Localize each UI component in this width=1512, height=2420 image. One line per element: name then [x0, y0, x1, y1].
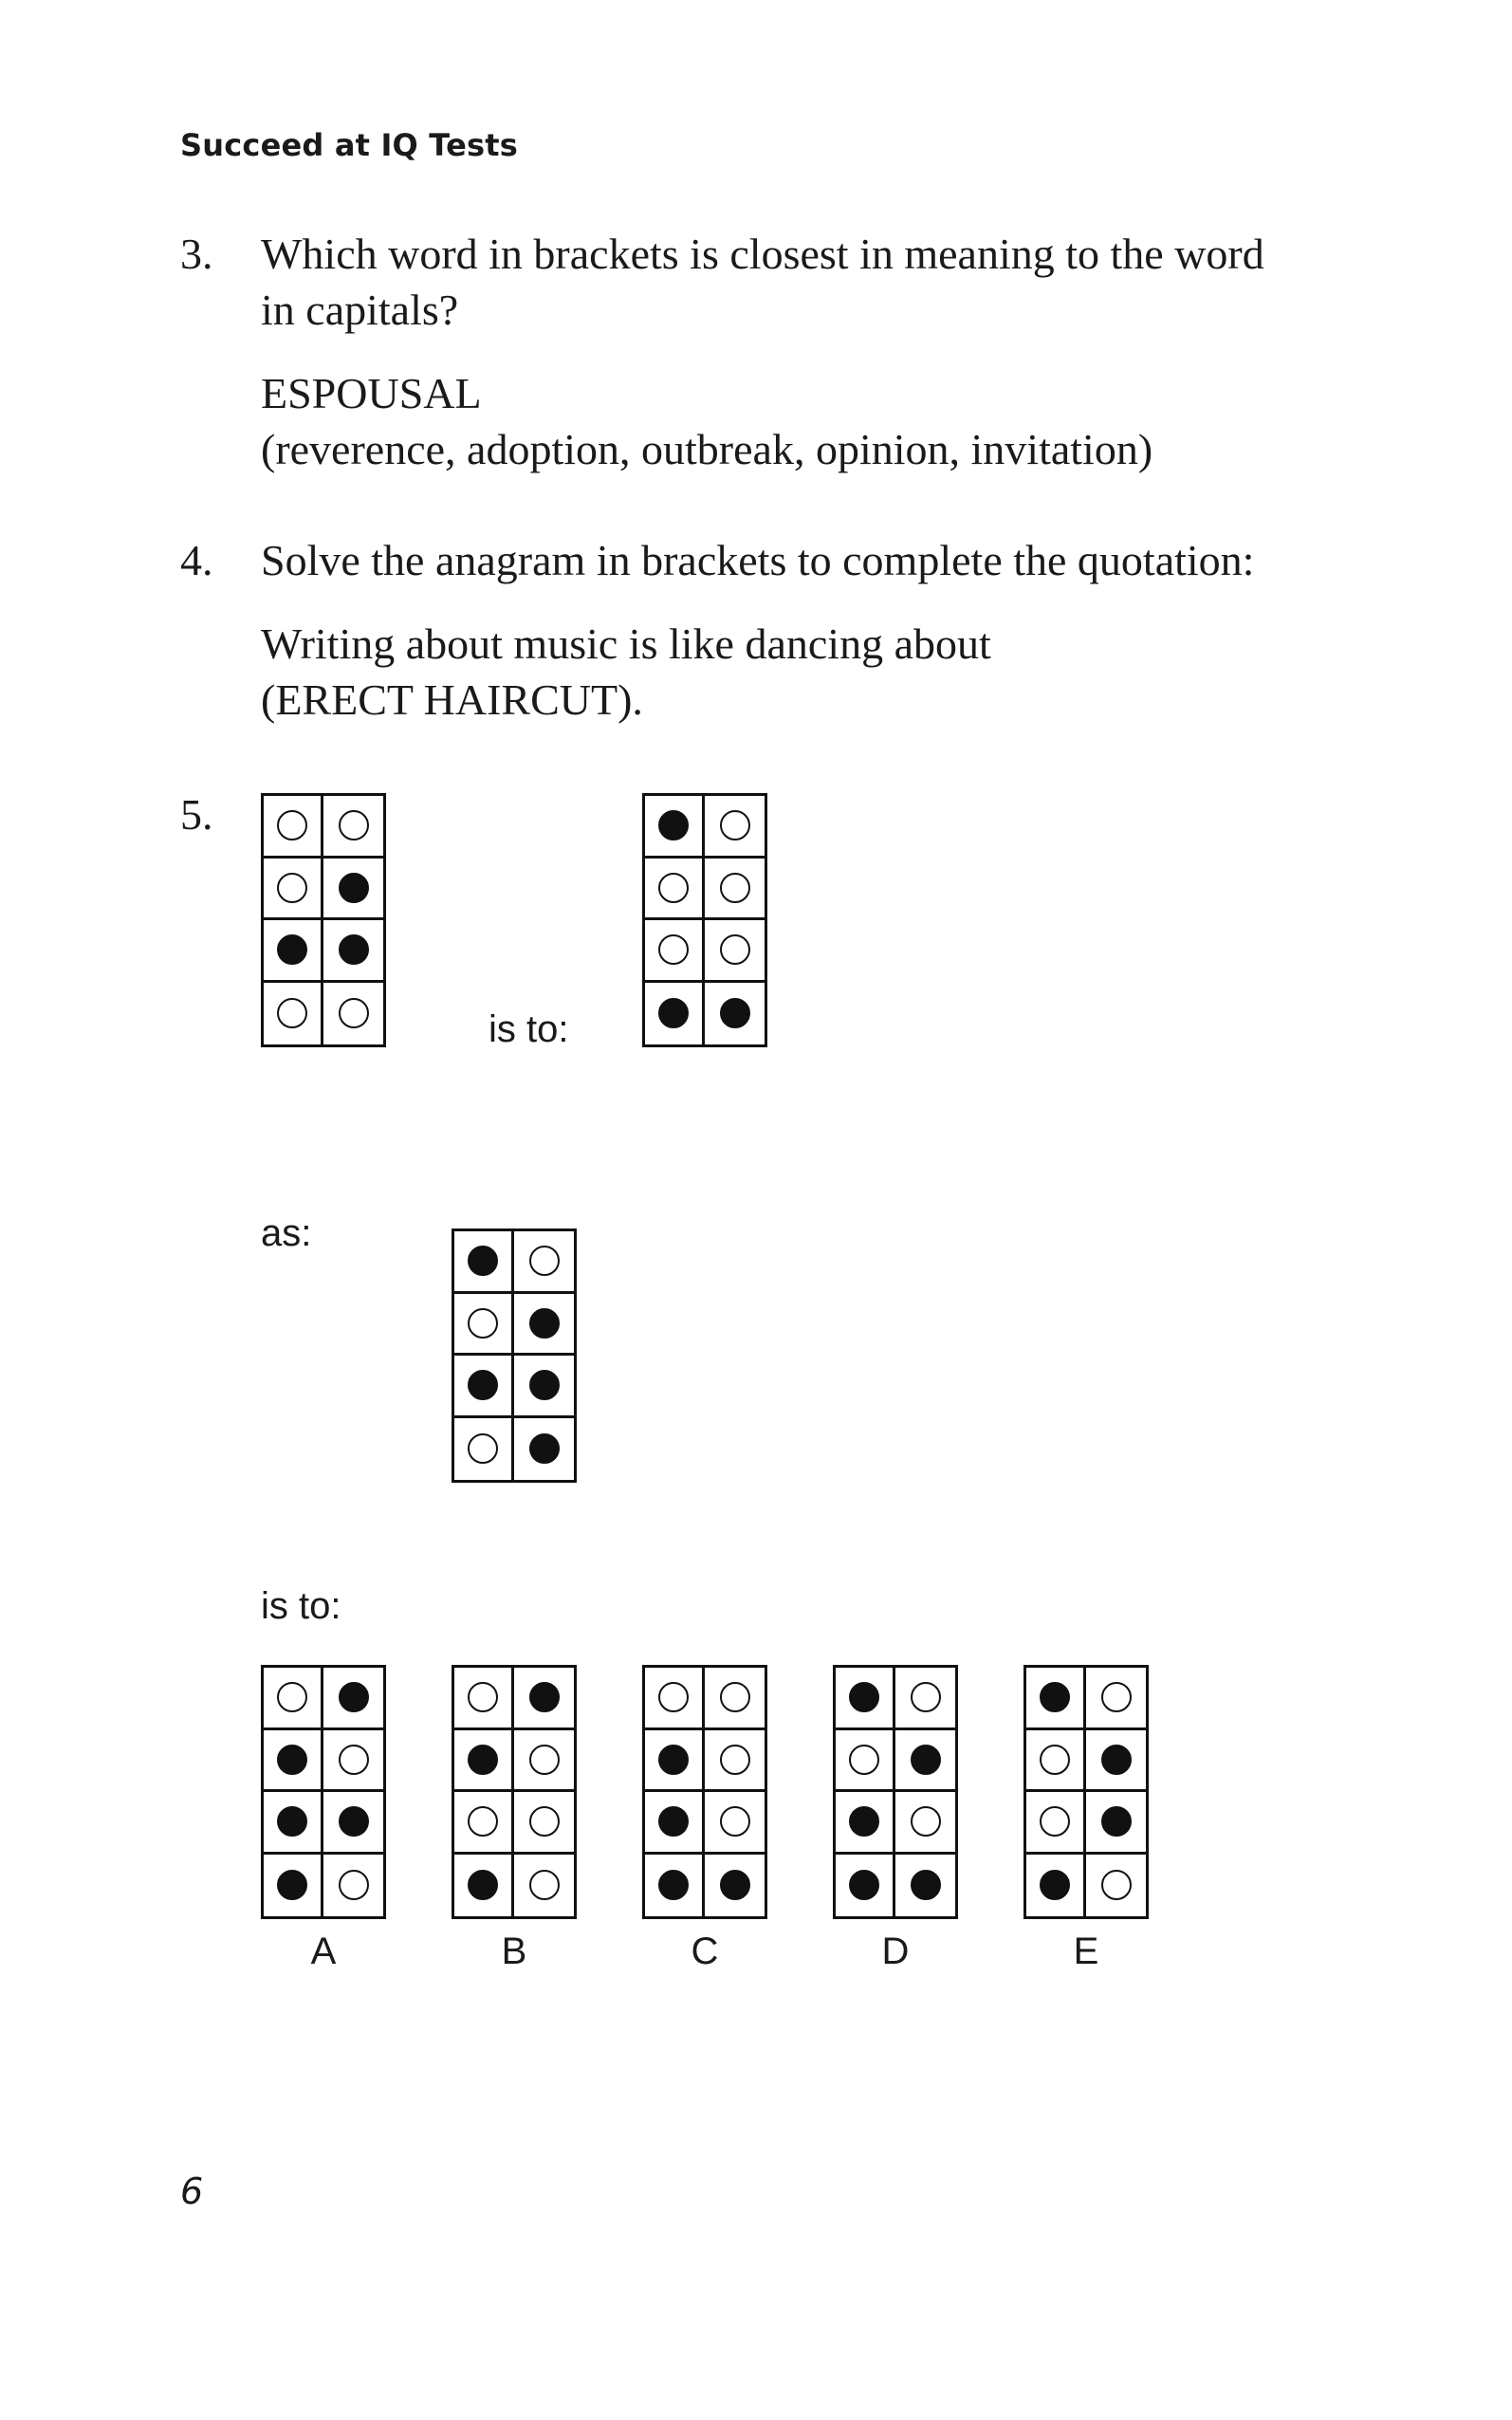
option-label-c: C [691, 1930, 719, 1972]
grid-cell [645, 1668, 705, 1730]
question-3-word: ESPOUSAL [261, 369, 482, 417]
filled-circle-icon [658, 998, 689, 1028]
filled-circle-icon [468, 1870, 498, 1900]
grid-first [261, 793, 386, 1047]
option-label-b: B [501, 1930, 527, 1972]
filled-circle-icon [468, 1745, 498, 1775]
is-to-label-1: is to: [489, 1008, 569, 1050]
grid-cell [1026, 1792, 1086, 1855]
empty-circle-icon [720, 810, 750, 841]
question-3-number: 3. [180, 230, 213, 278]
question-3-prompt-line-2: in capitals? [261, 286, 459, 334]
grid-cell [1086, 1668, 1146, 1730]
grid-third [452, 1228, 577, 1483]
filled-circle-icon [468, 1370, 498, 1400]
filled-circle-icon [277, 1870, 307, 1900]
as-label: as: [261, 1212, 312, 1254]
is-to-label-2: is to: [261, 1585, 341, 1627]
filled-circle-icon [339, 873, 369, 903]
filled-circle-icon [658, 1806, 689, 1837]
empty-circle-icon [529, 1870, 560, 1900]
filled-circle-icon [529, 1682, 560, 1712]
grid-cell [323, 1668, 383, 1730]
grid-cell [264, 1668, 323, 1730]
grid-cell [323, 1792, 383, 1855]
empty-circle-icon [339, 1870, 369, 1900]
grid-cell [895, 1668, 955, 1730]
empty-circle-icon [339, 810, 369, 841]
grid-cell [264, 920, 323, 983]
grid-cell [514, 1855, 574, 1917]
grid-cell [514, 1294, 574, 1357]
empty-circle-icon [1101, 1870, 1132, 1900]
empty-circle-icon [720, 873, 750, 903]
empty-circle-icon [277, 873, 307, 903]
grid-cell [836, 1730, 895, 1793]
empty-circle-icon [911, 1806, 941, 1837]
running-header: Succeed at IQ Tests [180, 127, 518, 163]
question-3-prompt-line-1: Which word in brackets is closest in meaning to the word [261, 230, 1264, 278]
option-label-e: E [1073, 1930, 1099, 1972]
empty-circle-icon [720, 1682, 750, 1712]
grid-cell [895, 1855, 955, 1917]
grid-cell [1086, 1792, 1146, 1855]
empty-circle-icon [468, 1806, 498, 1837]
empty-circle-icon [720, 1806, 750, 1837]
grid-cell [705, 1792, 765, 1855]
grid-cell [645, 859, 705, 921]
grid-cell [323, 1855, 383, 1917]
filled-circle-icon [911, 1745, 941, 1775]
empty-circle-icon [339, 1745, 369, 1775]
grid-cell [264, 1730, 323, 1793]
question-4-quote-line-1: Writing about music is like dancing about [261, 619, 991, 668]
grid-cell [1026, 1668, 1086, 1730]
grid-cell [1026, 1730, 1086, 1793]
grid-cell [1086, 1730, 1146, 1793]
grid-cell [264, 796, 323, 859]
empty-circle-icon [658, 934, 689, 965]
question-5-number: 5. [180, 790, 213, 839]
empty-circle-icon [1040, 1806, 1070, 1837]
grid-cell [323, 920, 383, 983]
grid-cell [514, 1668, 574, 1730]
grid-cell [1086, 1855, 1146, 1917]
filled-circle-icon [849, 1682, 879, 1712]
page-number: 6 [180, 2171, 204, 2212]
grid-cell [454, 1855, 514, 1917]
empty-circle-icon [849, 1745, 879, 1775]
question-3-options: (reverence, adoption, outbreak, opinion, invitation) [261, 425, 1153, 473]
grid-cell [454, 1730, 514, 1793]
grid-cell [895, 1730, 955, 1793]
empty-circle-icon [277, 998, 307, 1028]
grid-cell [264, 859, 323, 921]
filled-circle-icon [1101, 1806, 1132, 1837]
filled-circle-icon [529, 1308, 560, 1339]
filled-circle-icon [277, 1745, 307, 1775]
grid-cell [705, 983, 765, 1045]
filled-circle-icon [720, 1870, 750, 1900]
grid-cell [836, 1668, 895, 1730]
filled-circle-icon [468, 1246, 498, 1276]
filled-circle-icon [529, 1370, 560, 1400]
empty-circle-icon [529, 1806, 560, 1837]
grid-cell [323, 983, 383, 1045]
filled-circle-icon [339, 934, 369, 965]
grid-cell [514, 1730, 574, 1793]
grid-cell [705, 1668, 765, 1730]
filled-circle-icon [339, 1806, 369, 1837]
grid-cell [264, 1855, 323, 1917]
grid-option-e [1023, 1665, 1149, 1919]
grid-cell [454, 1294, 514, 1357]
grid-cell [323, 796, 383, 859]
grid-cell [705, 859, 765, 921]
grid-option-b [452, 1665, 577, 1919]
filled-circle-icon [658, 1870, 689, 1900]
empty-circle-icon [339, 998, 369, 1028]
filled-circle-icon [1040, 1870, 1070, 1900]
grid-cell [264, 1792, 323, 1855]
filled-circle-icon [658, 1745, 689, 1775]
grid-cell [454, 1356, 514, 1418]
question-4-prompt: Solve the anagram in brackets to complete the quotation: [261, 536, 1255, 584]
grid-cell [645, 796, 705, 859]
filled-circle-icon [849, 1806, 879, 1837]
filled-circle-icon [339, 1682, 369, 1712]
grid-cell [264, 983, 323, 1045]
question-4-number: 4. [180, 536, 213, 584]
filled-circle-icon [658, 810, 689, 841]
empty-circle-icon [720, 1745, 750, 1775]
grid-cell [836, 1855, 895, 1917]
empty-circle-icon [911, 1682, 941, 1712]
grid-cell [705, 1855, 765, 1917]
grid-cell [514, 1792, 574, 1855]
grid-cell [514, 1356, 574, 1418]
grid-cell [454, 1792, 514, 1855]
filled-circle-icon [1101, 1745, 1132, 1775]
grid-cell [645, 1855, 705, 1917]
grid-cell [645, 1730, 705, 1793]
empty-circle-icon [277, 810, 307, 841]
grid-option-a [261, 1665, 386, 1919]
grid-cell [454, 1418, 514, 1481]
grid-cell [454, 1668, 514, 1730]
grid-cell [323, 859, 383, 921]
grid-cell [323, 1730, 383, 1793]
filled-circle-icon [277, 934, 307, 965]
grid-option-c [642, 1665, 767, 1919]
filled-circle-icon [911, 1870, 941, 1900]
empty-circle-icon [658, 1682, 689, 1712]
option-label-a: A [310, 1930, 337, 1972]
grid-cell [514, 1231, 574, 1294]
empty-circle-icon [1040, 1745, 1070, 1775]
empty-circle-icon [529, 1745, 560, 1775]
grid-cell [645, 1792, 705, 1855]
grid-cell [836, 1792, 895, 1855]
empty-circle-icon [658, 873, 689, 903]
question-4-quote-line-2: (ERECT HAIRCUT). [261, 675, 643, 724]
filled-circle-icon [849, 1870, 879, 1900]
empty-circle-icon [277, 1682, 307, 1712]
grid-cell [1026, 1855, 1086, 1917]
filled-circle-icon [529, 1433, 560, 1464]
grid-cell [705, 920, 765, 983]
filled-circle-icon [277, 1806, 307, 1837]
grid-cell [454, 1231, 514, 1294]
grid-cell [514, 1418, 574, 1481]
grid-cell [645, 920, 705, 983]
empty-circle-icon [1101, 1682, 1132, 1712]
empty-circle-icon [468, 1433, 498, 1464]
grid-option-d [833, 1665, 958, 1919]
empty-circle-icon [468, 1682, 498, 1712]
option-label-d: D [881, 1930, 910, 1972]
filled-circle-icon [1040, 1682, 1070, 1712]
grid-second [642, 793, 767, 1047]
grid-cell [705, 796, 765, 859]
grid-cell [705, 1730, 765, 1793]
filled-circle-icon [720, 998, 750, 1028]
grid-cell [895, 1792, 955, 1855]
empty-circle-icon [529, 1246, 560, 1276]
grid-cell [645, 983, 705, 1045]
empty-circle-icon [468, 1308, 498, 1339]
empty-circle-icon [720, 934, 750, 965]
